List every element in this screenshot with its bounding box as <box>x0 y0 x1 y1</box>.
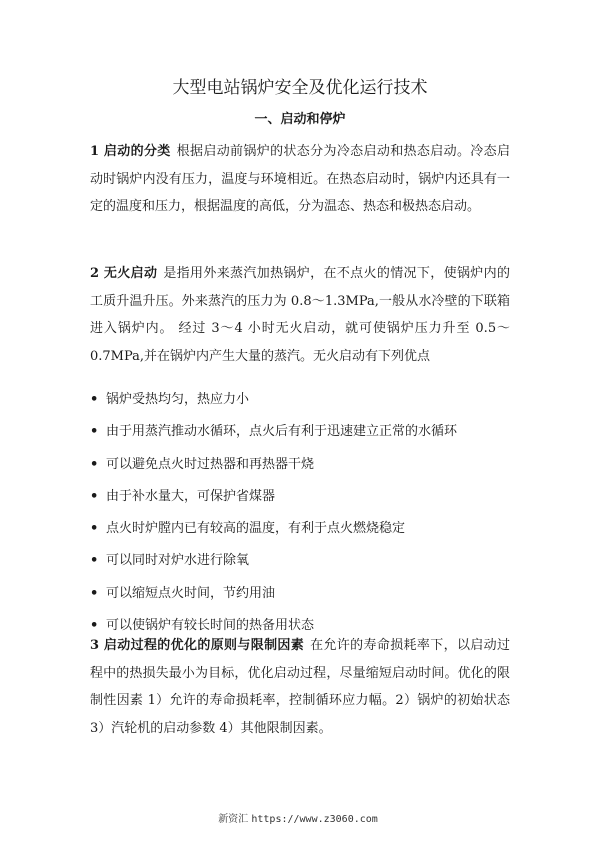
paragraph-text: 在允许的寿命损耗率下，以启动过程中的热损失最小为目标，优化启动过程，尽量缩短启动时间。优化的限制性因素 1）允许的寿命损耗率，控制循环应力幅。2）锅炉的初始状态 3）汽轮机的启动参数 4）其他限制因素。 <box>90 638 510 736</box>
list-item: • 由于用蒸汽推动水循环，点火后有利于迅速建立正常的水循环 <box>90 416 510 448</box>
section-subtitle: 一、启动和停炉 <box>254 112 346 127</box>
advantages-list <box>90 384 510 642</box>
paragraph-heading: 1 启动的分类 <box>90 144 171 159</box>
paragraph-startup-classification <box>90 138 510 221</box>
bullet-icon: • <box>90 392 99 407</box>
list-item: • 点火时炉膛内已有较高的温度，有利于点火燃烧稳定 <box>90 513 510 545</box>
bullet-icon: • <box>90 553 99 569</box>
paragraph-optimization-principles <box>90 632 510 742</box>
list-item: • 可以避免点火时过热器和再热器干烧 <box>90 449 510 481</box>
bullet-icon: • <box>90 456 99 472</box>
list-item: • 锅炉受热均匀，热应力小 <box>90 384 510 416</box>
bullet-icon: • <box>90 521 99 537</box>
document-title: 大型电站锅炉安全及优化运行技术 <box>172 78 428 98</box>
paragraph-text: 根据启动前锅炉的状态分为冷态启动和热态启动。冷态启动时锅炉内没有压力，温度与环境相近。在热态启动时，锅炉内还具有一定的温度和压力，根据温度的高低，分为温态、热态和极热态启动。 <box>90 144 510 214</box>
paragraph-heading: 2 无火启动 <box>90 266 158 281</box>
paragraph-fireless-startup <box>90 260 510 370</box>
list-item: • 由于补水量大，可保护省煤器 <box>90 481 510 513</box>
bullet-icon: • <box>90 585 99 601</box>
bullet-icon: • <box>90 424 99 440</box>
bullet-icon: • <box>90 488 99 504</box>
list-item: • 可以使锅炉有较长时间的热备用状态 <box>90 610 510 642</box>
footer-url-link[interactable]: https://www.z3060.com <box>251 814 378 825</box>
list-item: • 可以同时对炉水进行除氧 <box>90 545 510 577</box>
paragraph-heading: 3 启动过程的优化的原则与限制因素 <box>90 638 305 653</box>
footer-site-name: 新资汇 <box>218 814 249 825</box>
paragraph-text: 是指用外来蒸汽加热锅炉，在不点火的情况下，使锅炉内的工质升温升压。外来蒸汽的压力为 0.8～1.3MPa,一般从水冷壁的下联箱进入锅炉内。 经过 3～4 小时无火启动，就可使锅炉压力升至 0.5～ 0.7MPa,并在锅炉内产生大量的蒸汽。无火启动有下列优点 <box>90 266 510 364</box>
list-item: • 可以缩短点火时间，节约用油 <box>90 578 510 610</box>
bullet-icon: • <box>90 618 99 634</box>
page-footer <box>0 813 596 827</box>
